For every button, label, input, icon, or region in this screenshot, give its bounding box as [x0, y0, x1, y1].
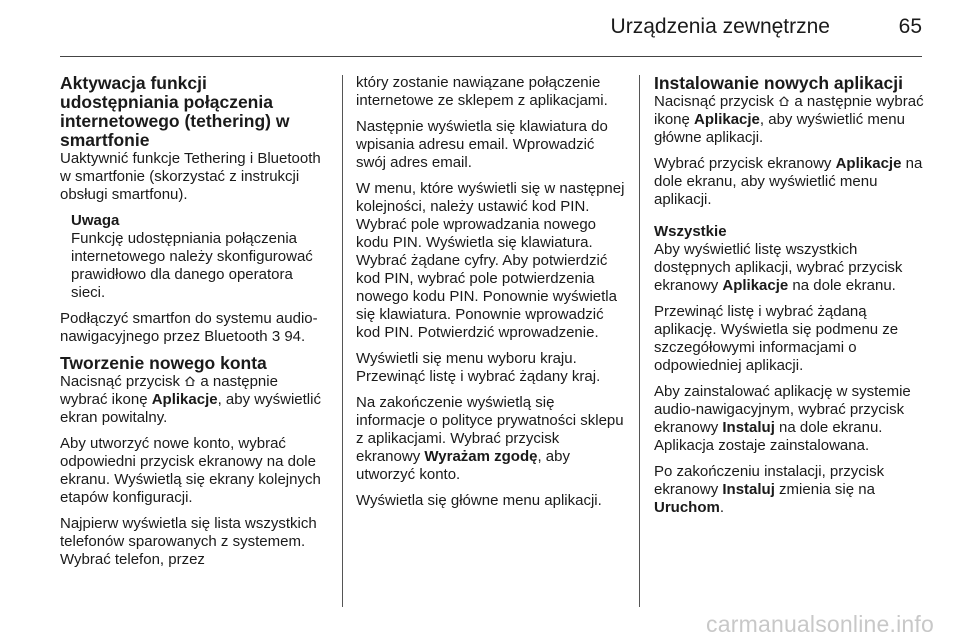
paragraph: Najpierw wyświetla się lista wszystkich telefonów sparowanych z systemem. Wybrać telefon, przez — [60, 515, 317, 568]
paragraph: Wyświetla się główne menu aplikacji. — [356, 492, 602, 509]
paragraph: Nacisnąć przycisk a następnie wybrać ikonę Aplikacje, aby wyświetlić menu główne aplikacji. — [654, 93, 924, 146]
page-header — [60, 0, 922, 57]
heading-install-apps: Instalowanie nowych aplikacji — [654, 73, 903, 93]
heading-tethering: Aktywacja funkcji udostępniania połączenia internetowego (tethering) w smartfonie — [60, 73, 290, 150]
note-text: Funkcję udostępniania połączenia internetowego należy skonfigurować prawidłowo dla danego operatora sieci. — [71, 230, 313, 301]
note-box — [60, 212, 328, 302]
column-3 — [654, 74, 926, 525]
home-icon — [778, 94, 790, 106]
cross-reference[interactable]: 3 — [271, 328, 281, 345]
paragraph: Po zakończeniu instalacji, przycisk ekranowy Instaluj zmienia się na Uruchom. — [654, 463, 885, 516]
paragraph: W menu, które wyświetli się w następnej kolejności, należy ustawić kod PIN. Wybrać pole wprowadzania nowego kodu PIN. Wyświetla się klawiatura. Wybrać żądane cyfry. Aby potwierdzić kod PIN, wybrać pole potwierdzenia nowego kodu PIN. Ponownie wyświetla się klawiatura. Ponownie wprowadzić kod PIN. Potwierdzić wprowadzenie. — [356, 180, 625, 341]
column-2 — [356, 74, 626, 518]
subheading-all: Wszystkie — [654, 223, 727, 240]
paragraph: Na zakończenie wyświetlą się informacje o polityce prywatności sklepu z aplikacjami. Wybrać przycisk ekranowy Wyrażam zgodę, aby utworzyć konto. — [356, 394, 624, 483]
column-divider — [342, 75, 343, 607]
paragraph: Podłączyć smartfon do systemu audio-nawigacyjnego przez Bluetooth 3 94. — [60, 310, 318, 345]
paragraph: Wybrać przycisk ekranowy Aplikacje na dole ekranu, aby wyświetlić menu aplikacji. — [654, 155, 923, 208]
paragraph: Uaktywnić funkcje Tethering i Bluetooth w smartfonie (skorzystać z instrukcji obsługi smartfonu). — [60, 150, 321, 203]
watermark: carmanualsonline.info — [706, 611, 934, 637]
home-icon — [184, 374, 196, 386]
paragraph: który zostanie nawiązane połączenie internetowe ze sklepem z aplikacjami. — [356, 74, 608, 109]
paragraph: Aby wyświetlić listę wszystkich dostępnych aplikacji, wybrać przycisk ekranowy Aplikacje na dole ekranu. — [654, 241, 903, 294]
page-number: 65 — [898, 15, 922, 38]
column-divider — [639, 75, 640, 607]
paragraph: Przewinąć listę i wybrać żądaną aplikację. Wyświetla się podmenu ze szczegółowymi informacjami o odpowiedniej aplikacji. — [654, 303, 899, 374]
note-title: Uwaga — [71, 212, 120, 229]
paragraph: Wyświetli się menu wyboru kraju. Przewinąć listę i wybrać żądany kraj. — [356, 350, 601, 385]
paragraph: Następnie wyświetla się klawiatura do wpisania adresu email. Wprowadzić swój adres email. — [356, 118, 608, 171]
heading-new-account: Tworzenie nowego konta — [60, 353, 267, 373]
paragraph: Aby utworzyć nowe konto, wybrać odpowiedni przycisk ekranowy na dole ekranu. Wyświetlą się ekrany kolejnych etapów konfiguracji. — [60, 435, 321, 506]
paragraph: Aby zainstalować aplikację w systemie audio-nawigacyjnym, wybrać przycisk ekranowy Instaluj na dole ekranu. Aplikacja zostaje zainstalowana. — [654, 383, 911, 454]
column-1 — [60, 74, 328, 577]
section-title: Urządzenia zewnętrzne — [610, 15, 830, 38]
paragraph: Nacisnąć przycisk a następnie wybrać ikonę Aplikacje, aby wyświetlić ekran powitalny. — [60, 373, 321, 426]
